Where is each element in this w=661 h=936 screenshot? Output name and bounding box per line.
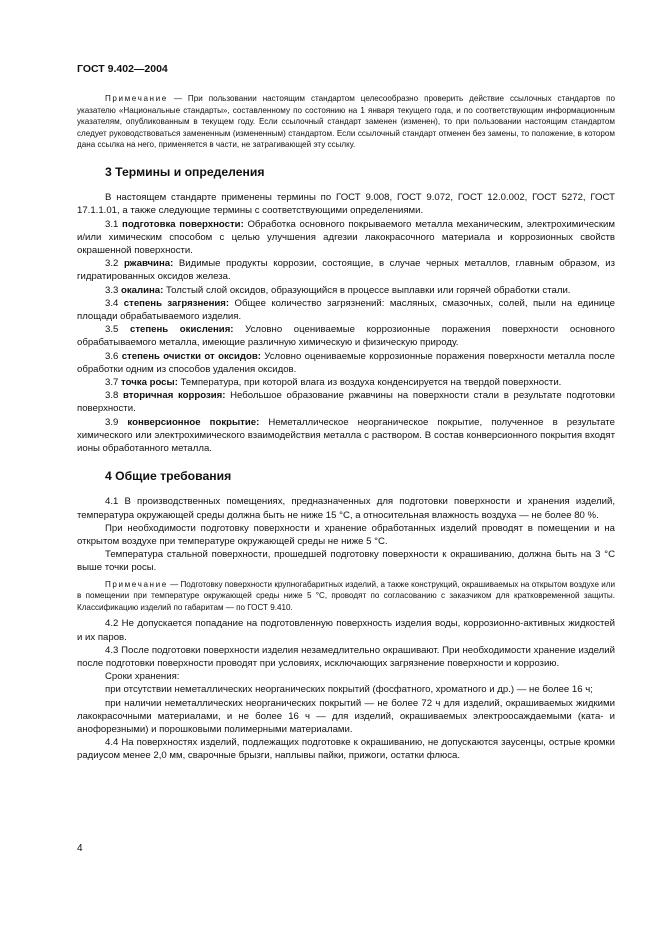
term-number: 3.7 bbox=[105, 377, 119, 389]
term-text: Небольшое образование ржавчины на поверхности стали в результате подготовки поверхности. bbox=[77, 390, 615, 415]
term-number: 3.6 bbox=[105, 350, 119, 362]
term-text: Толстый слой оксидов, образующийся в процессе выплавки или горячей обработки стали. bbox=[166, 284, 571, 296]
reference-note bbox=[77, 93, 615, 151]
term-number: 3.9 bbox=[105, 416, 119, 428]
term-text: Температура, при которой влага из воздуха конденсируется на твердой поверхности. bbox=[180, 377, 562, 389]
storage-without-coating: при отсутствии неметаллических неорганических покрытий (фосфатного, хроматного и др.) — не более 16 ч; bbox=[105, 684, 593, 696]
section-4-title: 4 Общие требования bbox=[105, 469, 232, 484]
paragraph-dew-point: Температура стальной поверхности, прошедшей подготовку поверхности к окрашиванию, должна быть на 3 °С выше точки росы. bbox=[77, 549, 615, 574]
term-name: степень окисления: bbox=[129, 324, 234, 336]
terms-list bbox=[77, 218, 615, 456]
term-text: Неметаллическое неорганическое покрытие, полученное в результате химического или электрохимического взаимодействия металла с раствором. В состав конверсионного покрытия входят ионы обработанного металла. bbox=[77, 416, 615, 455]
section-3-intro: В настоящем стандарте применены термины по ГОСТ 9.008, ГОСТ 9.072, ГОСТ 12.0.002, ГОСТ 5272, ГОСТ 17.1.1.01, а также следующие термины с соответствующими определениями. bbox=[77, 192, 615, 217]
document-header: ГОСТ 9.402—2004 bbox=[77, 63, 168, 75]
term-definition bbox=[77, 376, 615, 389]
term-text: Видимые продукты коррозии, состоящие, в случае черных металлов, главным образом, из гидратированных оксидов железа. bbox=[77, 258, 615, 283]
term-number: 3.2 bbox=[105, 258, 119, 270]
term-definition bbox=[77, 218, 615, 258]
term-name: подготовка поверхности: bbox=[122, 218, 244, 230]
term-name: степень очистки от оксидов: bbox=[121, 350, 261, 362]
term-definition bbox=[77, 297, 615, 323]
term-definition bbox=[77, 350, 615, 376]
term-definition bbox=[77, 416, 615, 456]
page-number: 4 bbox=[77, 843, 83, 854]
note-text: — Подготовку поверхности крупногабаритных изделий, а также конструкций, окрашиваемых на открытом воздухе или в помещении при температуре окружающей среды ниже 5 °С, проводят по согласованию с заказчиком для кратковременной защиты. Классификацию изделий по габаритам — по ГОСТ 9.410. bbox=[77, 579, 616, 612]
term-name: ржавчина: bbox=[123, 258, 174, 270]
term-text: Условно оцениваемые коррозионные поражения поверхности основного обрабатываемого металла, имеющие различную химическую и физическую природу. bbox=[77, 324, 615, 349]
term-name: конверсионное покрытие: bbox=[127, 416, 260, 428]
storage-with-coating: при наличии неметаллических неорганических покрытий — не более 72 ч для изделий, окрашиваемых жидкими лакокрасочными материалами, и не более 16 ч — для изделий, окрашиваемых электроосаждаемыми (ката- и анофорезными) и порошковыми полимерными материалами. bbox=[77, 697, 615, 736]
paragraph-4-1: 4.1 В производственных помещениях, предназначенных для подготовки поверхности и хранения изделий, температура окружающей среды должна быть не ниже 15 °С, а относительная влажность воздуха — не более 80 %. bbox=[77, 496, 615, 521]
term-number: 3.3 bbox=[105, 284, 119, 296]
term-definition bbox=[77, 257, 615, 283]
term-name: вторичная коррозия: bbox=[123, 390, 226, 402]
term-definition bbox=[77, 323, 615, 349]
paragraph-4-4: 4.4 На поверхностях изделий, подлежащих подготовке к окрашиванию, не допускаются заусенцы, острые кромки радиусом менее 2,0 мм, сварочные брызги, наплывы пайки, прижоги, остатки флюса. bbox=[77, 737, 615, 762]
term-name: окалина: bbox=[121, 284, 164, 296]
note-label: Примечание bbox=[105, 94, 168, 103]
term-number: 3.4 bbox=[105, 297, 119, 309]
term-definition bbox=[77, 389, 615, 415]
term-text: Обработка основного покрываемого металла механическим, электрохимическим и/или химическим способом с целью улучшения адгезии лакокрасочного материала и коррозионных свойств окрашенной поверхности. bbox=[77, 218, 615, 256]
term-name: точка росы: bbox=[121, 377, 178, 389]
term-definition bbox=[77, 284, 615, 297]
paragraph-4-2: 4.2 Не допускается попадание на подготовленную поверхность изделия воды, коррозионно-активных жидкостей и их паров. bbox=[77, 618, 615, 643]
page-content bbox=[77, 93, 615, 763]
term-name: степень загрязнения: bbox=[123, 297, 230, 309]
large-items-note bbox=[77, 579, 615, 614]
note-label: Примечание bbox=[105, 579, 168, 589]
paragraph-4-3: 4.3 После подготовки поверхности изделия незамедлительно окрашивают. При необходимости хранение изделий после подготовки поверхности проводят при условиях, исключающих загрязнение поверхности и коррозию. bbox=[77, 644, 615, 670]
term-number: 3.8 bbox=[105, 390, 119, 402]
term-text: Общее количество загрязнений: масляных, смазочных, солей, пыли на единице площади обрабатываемого изделия. bbox=[77, 297, 615, 322]
storage-terms-heading: Сроки хранения: bbox=[105, 671, 180, 683]
term-text: Условно оцениваемые коррозионные поражения поверхности металла после обработки одним из способов удаления оксидов. bbox=[77, 350, 615, 375]
note-text: — При пользовании настоящим стандартом целесообразно проверить действие ссылочных стандартов по указателю «Национальные стандарты», составленному по состоянию на 1 января текущего года, и по соответствующим информационным указателям, опубликованным в текущем году. Если ссылочный стандарт заменен (изменен), то при пользовании настоящим стандартом следует руководствоваться замененным (измененным) стандартом. Если ссылочный стандарт отменен без замены, то положение, в котором дана ссылка на него, применяется в части, не затрагивающей эту ссылку. bbox=[77, 94, 615, 150]
term-number: 3.5 bbox=[105, 324, 119, 336]
section-3-title: 3 Термины и определения bbox=[105, 164, 265, 179]
term-number: 3.1 bbox=[105, 218, 119, 230]
paragraph-outdoor: При необходимости подготовку поверхности и хранение обработанных изделий проводят в помещении и на открытом воздухе при температуре окружающей среды не ниже 5 °С. bbox=[77, 522, 615, 548]
